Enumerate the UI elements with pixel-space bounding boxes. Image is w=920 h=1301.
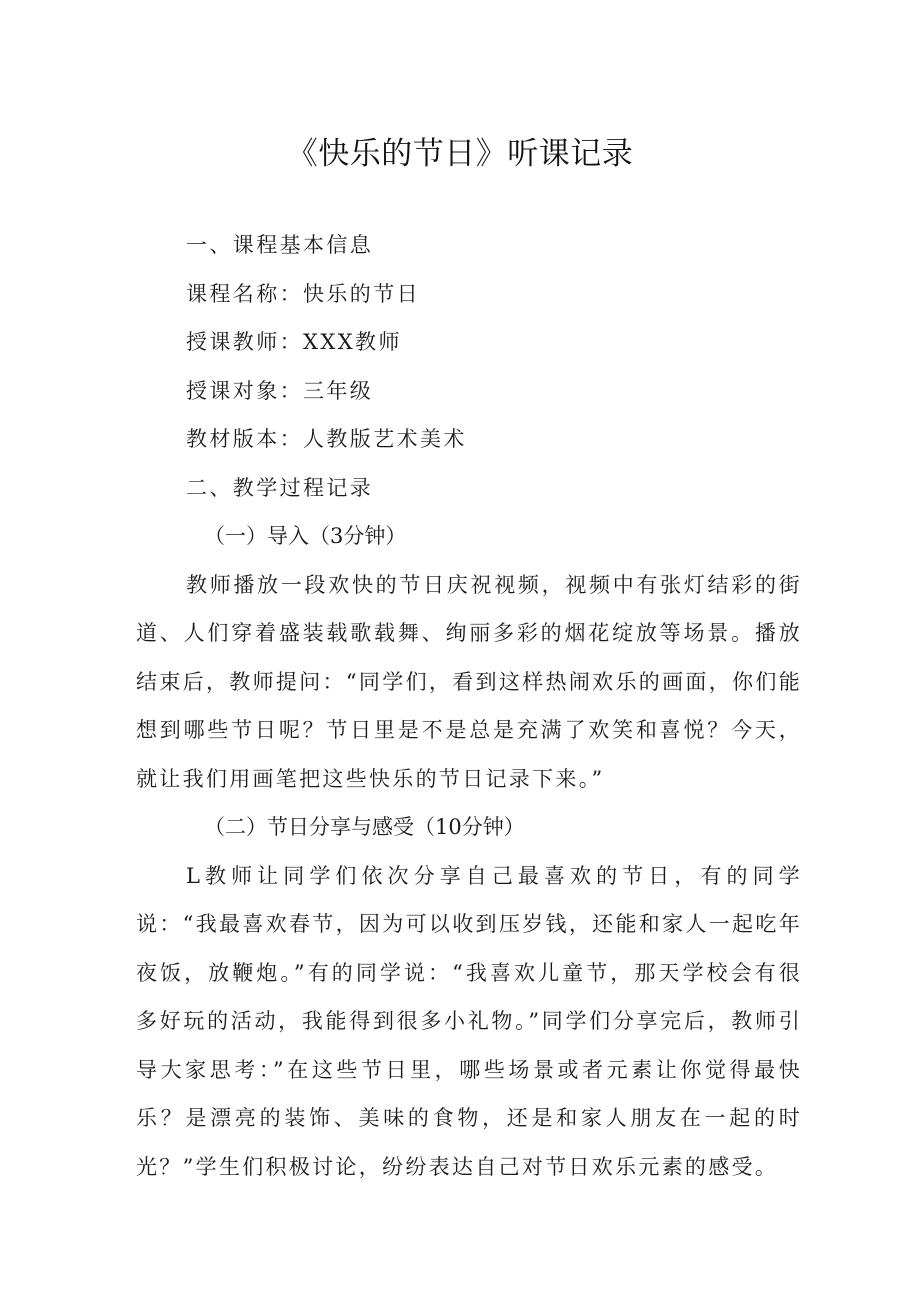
textbook-line: 教材版本：人教版艺术美术 bbox=[186, 427, 467, 451]
sharing-paragraph: L教师让同学们依次分享自己最喜欢的节日，有的同学说：“我最喜欢春节，因为可以收到压岁钱，还能和家人一起吃年夜饭，放鞭炮。”有的同学说：“我喜欢儿童节，那天学校会有很多好玩的活动，我能得到很多小礼物。”同学们分享完后，教师引导大家思考：”在这些节日里，哪些场景或者元素让你觉得最快乐？是漂亮的装饰、美味的食物，还是和家人朋友在一起的时光？”学生们积极讨论，纷纷表达自己对节日欢乐元素的感受。 bbox=[136, 863, 802, 1179]
audience-line: 授课对象：三年级 bbox=[186, 378, 374, 403]
subsection-heading-intro: （一）导入（3分钟） bbox=[204, 524, 407, 548]
section-heading-basic-info: 一、课程基本信息 bbox=[186, 233, 374, 257]
teacher-line: 授课教师：XXX教师 bbox=[186, 330, 402, 354]
section-heading-teaching-process: 二、教学过程记录 bbox=[186, 475, 374, 500]
course-name-line: 课程名称：快乐的节日 bbox=[186, 281, 420, 306]
document-body bbox=[136, 221, 802, 1191]
document-title: 《快乐的节日》听课记录 bbox=[286, 136, 634, 172]
intro-paragraph: 教师播放一段欢快的节日庆祝视频，视频中有张灯结彩的街道、人们穿着盛装载歌载舞、绚丽多彩的烟花绽放等场景。播放结束后，教师提问：“同学们，看到这样热闹欢乐的画面，你们能想到哪些节日呢？节日里是不是总是充满了欢笑和喜悦？今天，就让我们用画笔把这些快乐的节日记录下来。” bbox=[136, 572, 802, 791]
subsection-heading-sharing: （二）节日分享与感受（10分钟） bbox=[204, 815, 525, 839]
